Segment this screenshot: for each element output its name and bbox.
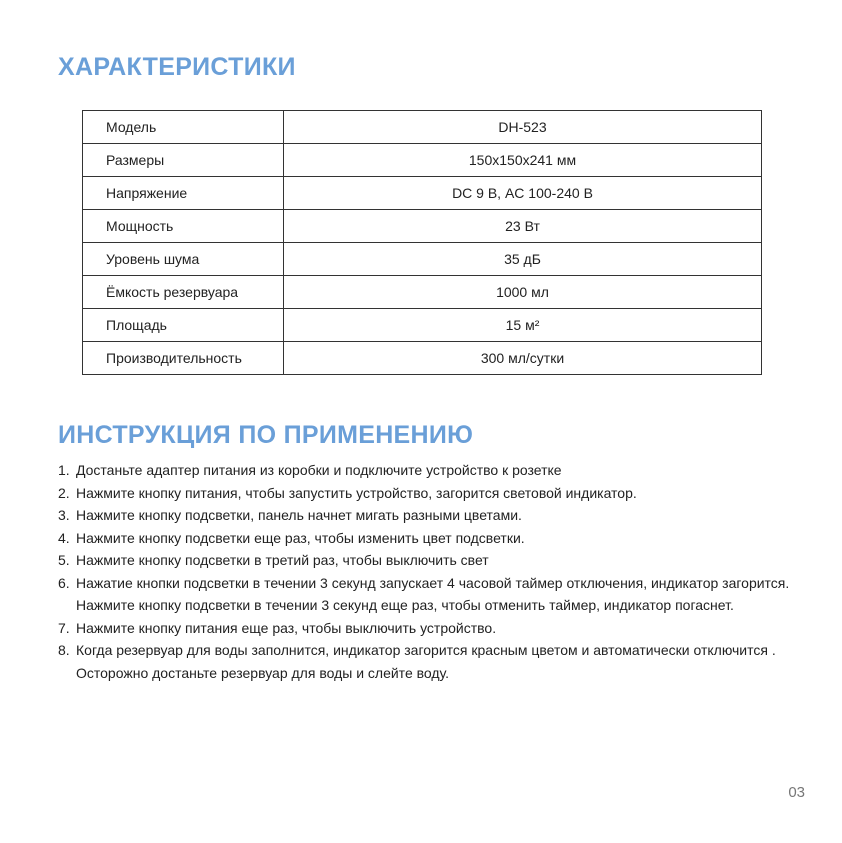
step-number: 6.	[58, 574, 70, 591]
step-number: 5.	[58, 552, 70, 568]
step-text: Достаньте адаптер питания из коробки и подключите устройство к розетке	[76, 462, 562, 478]
spec-label: Напряжение	[83, 177, 284, 210]
table-row	[83, 111, 762, 144]
step-text: Нажмите кнопку подсветки, панель начнет мигать разными цветами.	[76, 507, 522, 523]
spec-label: Производительность	[83, 342, 284, 375]
spec-value: 150x150x241 мм	[284, 144, 762, 177]
step-number: 2.	[58, 484, 70, 501]
spec-value: 23 Вт	[284, 210, 762, 243]
list-item	[58, 527, 798, 550]
step-number: 8.	[58, 642, 70, 658]
list-item	[58, 504, 798, 527]
instructions-list	[58, 459, 798, 684]
table-row	[83, 210, 762, 243]
page-number: 03	[788, 784, 805, 801]
list-item	[58, 459, 798, 482]
list-item	[58, 617, 798, 640]
step-number: 7.	[58, 619, 70, 636]
list-item	[58, 482, 798, 505]
spec-value: 1000 мл	[284, 276, 762, 309]
spec-value: 15 м²	[284, 309, 762, 342]
step-text: Когда резервуар для воды заполнится, индикатор загорится красным цветом и автоматически отключится . Осторожно достаньте резервуар для воды и слейте воду.	[76, 642, 776, 681]
instructions-heading: ИНСТРУКЦИЯ ПО ПРИМЕНЕНИЮ	[58, 421, 474, 449]
spec-label: Модель	[83, 111, 284, 144]
list-item	[58, 639, 798, 684]
table-row	[83, 144, 762, 177]
step-text: Нажмите кнопку подсветки в третий раз, чтобы выключить свет	[76, 552, 489, 568]
spec-label: Размеры	[83, 144, 284, 177]
step-text: Нажмите кнопку подсветки еще раз, чтобы изменить цвет подсветки.	[76, 529, 525, 546]
specs-table	[82, 110, 762, 375]
spec-label: Ёмкость резервуара	[83, 276, 284, 309]
table-row	[83, 309, 762, 342]
spec-label: Мощность	[83, 210, 284, 243]
spec-value: DH-523	[284, 111, 762, 144]
spec-value: DC 9 В, AC 100-240 В	[284, 177, 762, 210]
spec-value: 35 дБ	[284, 243, 762, 276]
spec-label: Уровень шума	[83, 243, 284, 276]
list-item	[58, 572, 798, 617]
table-row	[83, 276, 762, 309]
table-row	[83, 342, 762, 375]
step-number: 3.	[58, 507, 70, 523]
table-row	[83, 243, 762, 276]
step-text: Нажмите кнопку питания еще раз, чтобы выключить устройство.	[76, 619, 497, 636]
step-text: Нажмите кнопку питания, чтобы запустить устройство, загорится световой индикатор.	[76, 484, 637, 501]
spec-value: 300 мл/сутки	[284, 342, 762, 375]
step-number: 1.	[58, 462, 70, 478]
table-row	[83, 177, 762, 210]
spec-label: Площадь	[83, 309, 284, 342]
specs-heading: ХАРАКТЕРИСТИКИ	[58, 53, 296, 81]
step-text: Нажатие кнопки подсветки в течении 3 секунд запускает 4 часовой таймер отключения, индикатор загорится. Нажмите кнопку подсветки в течении 3 секунд еще раз, чтобы отменить таймер, индикатор погаснет.	[76, 574, 790, 613]
list-item	[58, 549, 798, 572]
step-number: 4.	[58, 529, 70, 546]
